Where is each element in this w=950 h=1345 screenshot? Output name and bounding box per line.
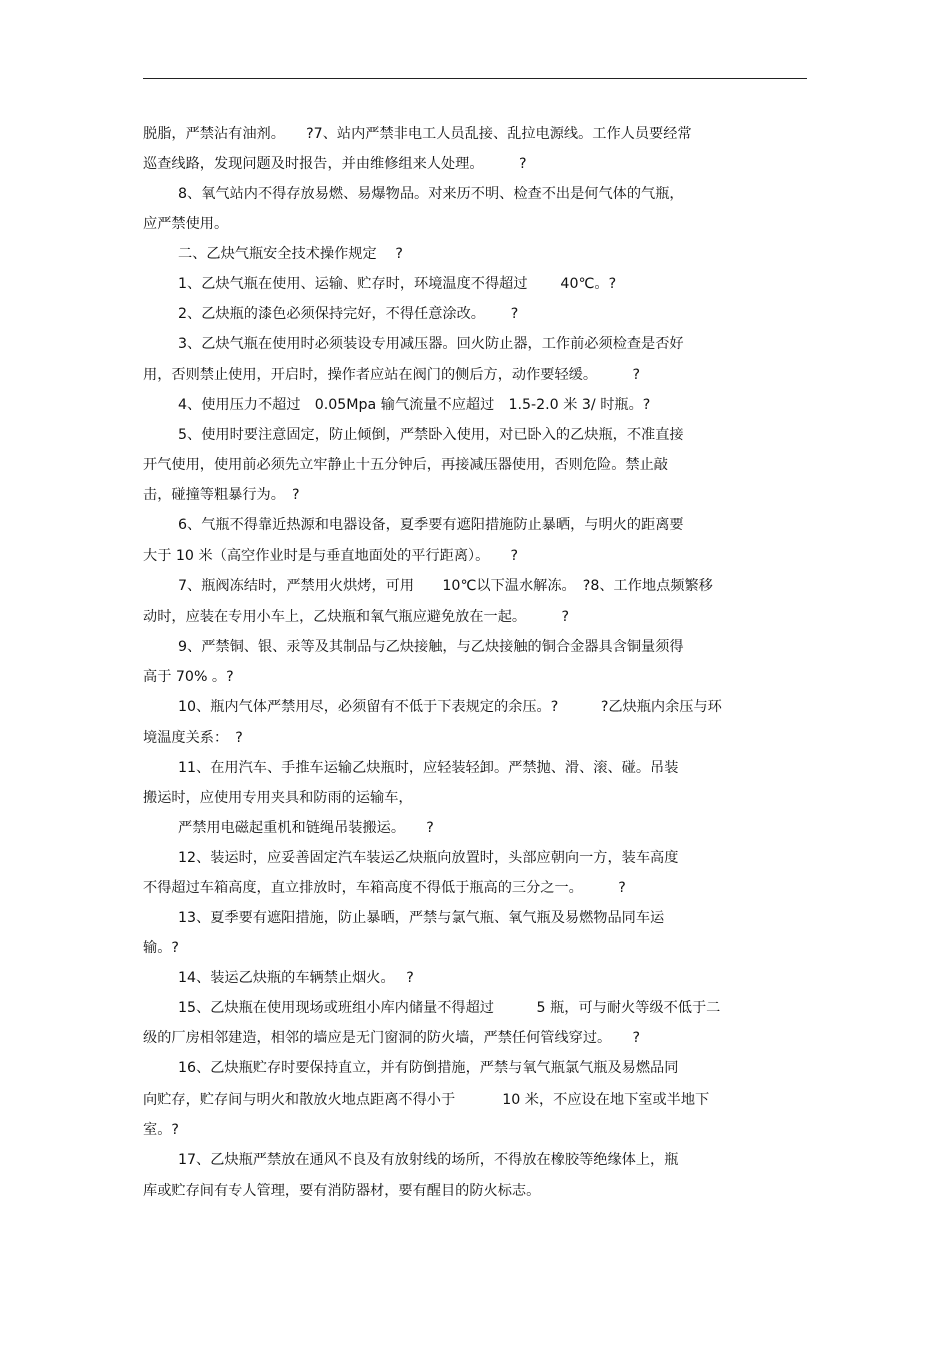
text-line: 10、瓶内气体严禁用尽，必须留有不低于下表规定的余压。? ?乙炔瓶内余压与环 xyxy=(178,699,722,715)
text-line: 4、使用压力不超过 0.05Mpa 输气流量不应超过 1.5-2.0 米 3/ 时瓶。? xyxy=(178,397,651,413)
text-line: 开气使用，使用前必须先立牢静止十五分钟后，再接减压器使用，否则危险。禁止敲 xyxy=(143,457,668,473)
text-line: 应严禁使用。 xyxy=(143,216,229,232)
text-line: 库或贮存间有专人管理，要有消防器材，要有醒目的防火标志。 xyxy=(143,1183,541,1199)
text-line: 巡查线路，发现问题及时报告，并由维修组来人处理。 ? xyxy=(143,156,527,172)
text-line: 13、夏季要有遮阳措施，防止暴晒，严禁与氯气瓶、氧气瓶及易燃物品同车运 xyxy=(178,910,665,926)
text-line: 9、严禁铜、银、汞等及其制品与乙炔接触，与乙炔接触的铜合金器具含铜量须得 xyxy=(178,639,684,655)
text-line: 搬运时，应使用专用夹具和防雨的运输车， xyxy=(143,790,413,806)
header-rule xyxy=(143,78,807,79)
text-line: 动时，应装在专用小车上，乙炔瓶和氧气瓶应避免放在一起。 ? xyxy=(143,609,570,625)
text-line: 8、氧气站内不得存放易燃、易爆物品。对来历不明、检查不出是何气体的气瓶， xyxy=(178,186,684,202)
section-heading: 二、乙炔气瓶安全技术操作规定 ? xyxy=(178,246,403,262)
text-line: 7、瓶阀冻结时，严禁用火烘烤，可用 10℃以下温水解冻。 ?8、工作地点频繁移 xyxy=(178,578,713,594)
text-line: 2、乙炔瓶的漆色必须保持完好，不得任意涂改。 ? xyxy=(178,306,519,322)
text-line: 输。? xyxy=(143,940,179,956)
text-line: 16、乙炔瓶贮存时要保持直立，并有防倒措施，严禁与氧气瓶氯气瓶及易燃品同 xyxy=(178,1060,679,1076)
text-line: 5、使用时要注意固定，防止倾倒，严禁卧入使用，对已卧入的乙炔瓶，不准直接 xyxy=(178,427,684,443)
text-line: 6、气瓶不得靠近热源和电器设备，夏季要有遮阳措施防止暴晒，与明火的距离要 xyxy=(178,517,684,533)
text-line: 击，碰撞等粗暴行为。 ? xyxy=(143,487,300,503)
text-line: 室。? xyxy=(143,1122,179,1138)
text-line: 12、装运时，应妥善固定汽车装运乙炔瓶向放置时，头部应朝向一方，装车高度 xyxy=(178,850,679,866)
text-line: 不得超过车箱高度，直立排放时，车箱高度不得低于瓶高的三分之一。 ? xyxy=(143,880,626,896)
text-line: 用，否则禁止使用，开启时，操作者应站在阀门的侧后方，动作要轻缓。 ? xyxy=(143,367,640,383)
text-line: 3、乙炔气瓶在使用时必须装设专用减压器。回火防止器，工作前必须检查是否好 xyxy=(178,336,684,352)
text-line: 17、乙炔瓶严禁放在通风不良及有放射线的场所，不得放在橡胶等绝缘体上，瓶 xyxy=(178,1152,679,1168)
text-line: 15、乙炔瓶在使用现场或班组小库内储量不得超过 5 瓶，可与耐火等级不低于二 xyxy=(178,1000,721,1016)
text-line: 14、装运乙炔瓶的车辆禁止烟火。 ? xyxy=(178,970,414,986)
text-line: 严禁用电磁起重机和链绳吊装搬运。 ? xyxy=(178,820,434,836)
text-line: 向贮存，贮存间与明火和散放火地点距离不得小于 10 米，不应设在地下室或半地下 xyxy=(143,1092,710,1108)
text-line: 高于 70% 。? xyxy=(143,669,234,685)
text-line: 11、在用汽车、手推车运输乙炔瓶时，应轻装轻卸。严禁抛、滑、滚、碰。吊装 xyxy=(178,760,679,776)
text-line: 1、乙炔气瓶在使用、运输、贮存时，环境温度不得超过 40℃。? xyxy=(178,276,617,292)
text-line: 境温度关系： ? xyxy=(143,730,243,746)
text-line: 大于 10 米（高空作业时是与垂直地面处的平行距离）。 ? xyxy=(143,548,519,564)
text-line: 级的厂房相邻建造，相邻的墙应是无门窗洞的防火墙，严禁任何管线穿过。 ? xyxy=(143,1030,640,1046)
text-line: 脱脂，严禁沾有油剂。 ?7、站内严禁非电工人员乱接、乱拉电源线。工作人员要经常 xyxy=(143,126,692,142)
